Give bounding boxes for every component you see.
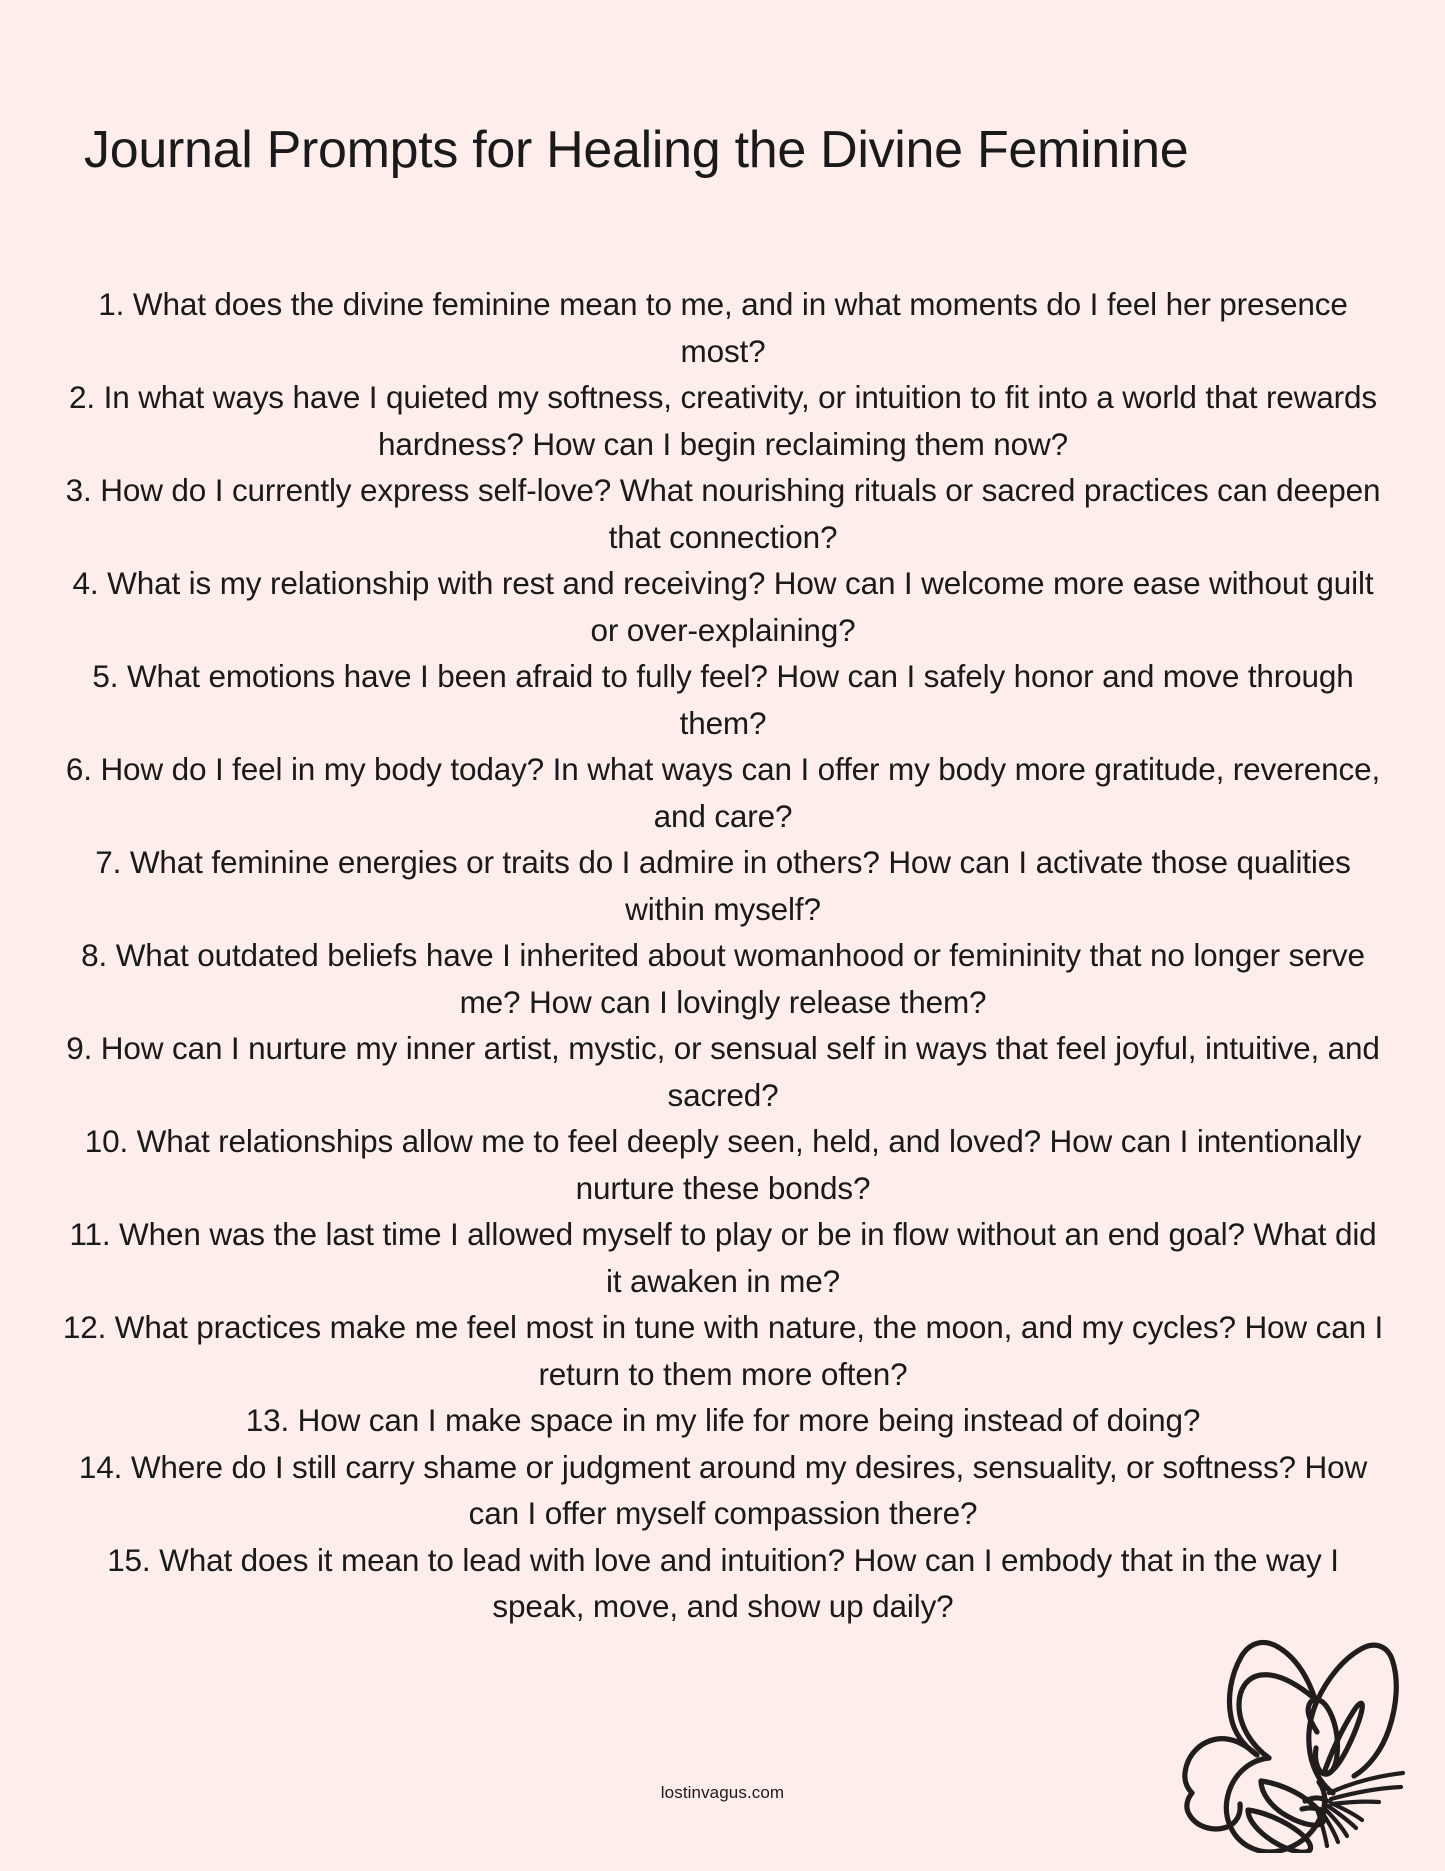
- list-item: 13. How can I make space in my life for more being instead of doing?: [245, 1402, 1201, 1438]
- list-item: 11. When was the last time I allowed myself to play or be in flow without an end goal? What did it awaken in me?: [69, 1216, 1377, 1299]
- page-title: Journal Prompts for Healing the Divine Feminine: [84, 120, 1189, 179]
- butterfly-icon: [1165, 1613, 1427, 1853]
- list-item: 3. How do I currently express self-love? What nourishing rituals or sacred practices can deepen that connection?: [65, 472, 1381, 555]
- list-item: 12. What practices make me feel most in tune with nature, the moon, and my cycles? How can I return to them more often?: [62, 1309, 1384, 1392]
- list-item: 9. How can I nurture my inner artist, mystic, or sensual self in ways that feel joyful, intuitive, and sacred?: [66, 1030, 1380, 1113]
- site-footer: lostinvagus.com: [660, 1783, 785, 1802]
- list-item: 5. What emotions have I been afraid to fully feel? How can I safely honor and move through them?: [92, 658, 1354, 741]
- list-item: 1. What does the divine feminine mean to me, and in what moments do I feel her presence most?: [98, 286, 1348, 369]
- list-item: 7. What feminine energies or traits do I admire in others? How can I activate those qualities within myself?: [95, 844, 1351, 927]
- list-item: 4. What is my relationship with rest and receiving? How can I welcome more ease without guilt or over-explaining?: [72, 565, 1374, 648]
- prompt-list: [62, 281, 1384, 1630]
- list-item: 2. In what ways have I quieted my softness, creativity, or intuition to fit into a world that rewards hardness? How can I begin reclaiming them now?: [69, 379, 1377, 462]
- list-item: 14. Where do I still carry shame or judgment around my desires, sensuality, or softness? How can I offer myself compassion there?: [78, 1448, 1368, 1531]
- list-item: 10. What relationships allow me to feel deeply seen, held, and loved? How can I intentionally nurture these bonds?: [84, 1123, 1362, 1206]
- list-item: 6. How do I feel in my body today? In what ways can I offer my body more gratitude, reverence, and care?: [65, 751, 1381, 834]
- list-item: 8. What outdated beliefs have I inherited about womanhood or femininity that no longer serve me? How can I lovingly release them?: [81, 937, 1365, 1020]
- list-item: 15. What does it mean to lead with love and intuition? How can I embody that in the way I speak, move, and show up daily?: [107, 1541, 1339, 1624]
